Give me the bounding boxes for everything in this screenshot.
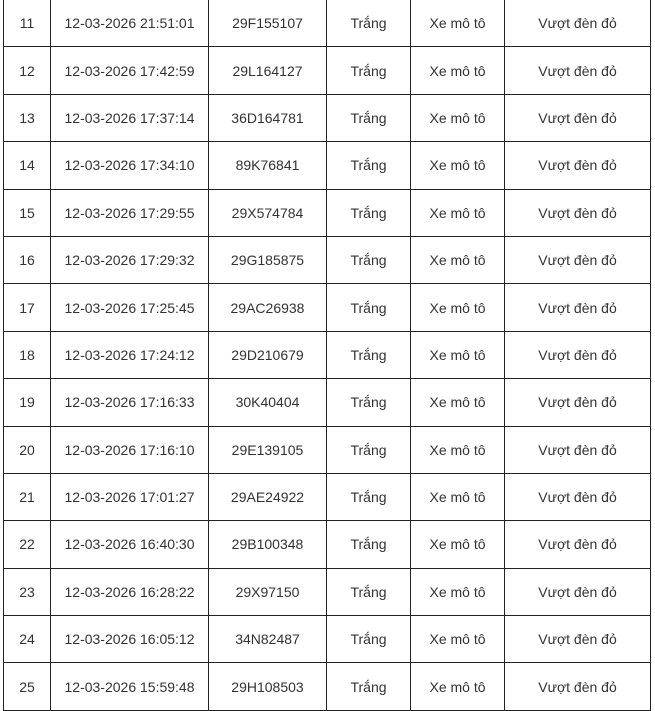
vehicle-type-cell: Xe mô tô (411, 426, 505, 473)
vehicle-type-cell: Xe mô tô (411, 284, 505, 331)
violation-type-cell: Vượt đèn đỏ (505, 473, 651, 520)
row-number-cell: 14 (4, 142, 51, 189)
license-plate-cell: 34N82487 (209, 616, 327, 663)
row-number-cell: 21 (4, 473, 51, 520)
plate-color-cell: Trắng (327, 568, 411, 615)
violation-time-cell: 12-03-2026 17:24:12 (51, 331, 209, 378)
license-plate-cell: 29D210679 (209, 331, 327, 378)
violation-time-cell: 12-03-2026 17:29:55 (51, 189, 209, 236)
violation-type-cell: Vượt đèn đỏ (505, 426, 651, 473)
row-number-cell: 16 (4, 236, 51, 283)
violation-time-cell: 12-03-2026 17:01:27 (51, 473, 209, 520)
violation-time-cell: 12-03-2026 17:42:59 (51, 47, 209, 94)
row-number-cell: 18 (4, 331, 51, 378)
row-number-cell: 23 (4, 568, 51, 615)
vehicle-type-cell: Xe mô tô (411, 94, 505, 141)
row-number-cell: 17 (4, 284, 51, 331)
violation-type-cell: Vượt đèn đỏ (505, 142, 651, 189)
license-plate-cell: 29L164127 (209, 47, 327, 94)
violation-time-cell: 12-03-2026 17:25:45 (51, 284, 209, 331)
plate-color-cell: Trắng (327, 47, 411, 94)
license-plate-cell: 29X97150 (209, 568, 327, 615)
plate-color-cell: Trắng (327, 284, 411, 331)
violation-type-cell: Vượt đèn đỏ (505, 189, 651, 236)
plate-color-cell: Trắng (327, 331, 411, 378)
violation-time-cell: 12-03-2026 15:59:48 (51, 663, 209, 710)
vehicle-type-cell: Xe mô tô (411, 568, 505, 615)
violation-time-cell: 12-03-2026 16:40:30 (51, 521, 209, 568)
violation-time-cell: 12-03-2026 16:05:12 (51, 616, 209, 663)
table-row (4, 0, 651, 47)
row-number-cell: 24 (4, 616, 51, 663)
violations-table (3, 0, 651, 711)
license-plate-cell: 89K76841 (209, 142, 327, 189)
license-plate-cell: 29F155107 (209, 0, 327, 47)
table-row (4, 142, 651, 189)
violation-time-cell: 12-03-2026 17:16:10 (51, 426, 209, 473)
plate-color-cell: Trắng (327, 0, 411, 47)
plate-color-cell: Trắng (327, 616, 411, 663)
plate-color-cell: Trắng (327, 663, 411, 710)
violation-time-cell: 12-03-2026 16:28:22 (51, 568, 209, 615)
vehicle-type-cell: Xe mô tô (411, 236, 505, 283)
license-plate-cell: 29H108503 (209, 663, 327, 710)
plate-color-cell: Trắng (327, 473, 411, 520)
table-row (4, 284, 651, 331)
license-plate-cell: 29X574784 (209, 189, 327, 236)
plate-color-cell: Trắng (327, 142, 411, 189)
violation-type-cell: Vượt đèn đỏ (505, 379, 651, 426)
vehicle-type-cell: Xe mô tô (411, 47, 505, 94)
violation-time-cell: 12-03-2026 17:34:10 (51, 142, 209, 189)
table-row (4, 189, 651, 236)
violation-type-cell: Vượt đèn đỏ (505, 331, 651, 378)
violation-time-cell: 12-03-2026 21:51:01 (51, 0, 209, 47)
violation-type-cell: Vượt đèn đỏ (505, 236, 651, 283)
license-plate-cell: 29AE24922 (209, 473, 327, 520)
violation-type-cell: Vượt đèn đỏ (505, 47, 651, 94)
vehicle-type-cell: Xe mô tô (411, 663, 505, 710)
vehicle-type-cell: Xe mô tô (411, 0, 505, 47)
vehicle-type-cell: Xe mô tô (411, 521, 505, 568)
violation-time-cell: 12-03-2026 17:16:33 (51, 379, 209, 426)
table-row (4, 379, 651, 426)
vehicle-type-cell: Xe mô tô (411, 189, 505, 236)
violation-time-cell: 12-03-2026 17:37:14 (51, 94, 209, 141)
license-plate-cell: 29B100348 (209, 521, 327, 568)
violation-type-cell: Vượt đèn đỏ (505, 284, 651, 331)
plate-color-cell: Trắng (327, 94, 411, 141)
license-plate-cell: 29G185875 (209, 236, 327, 283)
table-row (4, 616, 651, 663)
vehicle-type-cell: Xe mô tô (411, 616, 505, 663)
violation-type-cell: Vượt đèn đỏ (505, 94, 651, 141)
table-row (4, 331, 651, 378)
license-plate-cell: 29E139105 (209, 426, 327, 473)
table-row (4, 473, 651, 520)
violation-type-cell: Vượt đèn đỏ (505, 663, 651, 710)
violation-type-cell: Vượt đèn đỏ (505, 568, 651, 615)
row-number-cell: 12 (4, 47, 51, 94)
row-number-cell: 25 (4, 663, 51, 710)
row-number-cell: 13 (4, 94, 51, 141)
table-row (4, 521, 651, 568)
vehicle-type-cell: Xe mô tô (411, 473, 505, 520)
plate-color-cell: Trắng (327, 379, 411, 426)
plate-color-cell: Trắng (327, 189, 411, 236)
violation-type-cell: Vượt đèn đỏ (505, 0, 651, 47)
row-number-cell: 19 (4, 379, 51, 426)
vehicle-type-cell: Xe mô tô (411, 379, 505, 426)
table-row (4, 663, 651, 710)
row-number-cell: 15 (4, 189, 51, 236)
table-row (4, 426, 651, 473)
table-row (4, 94, 651, 141)
violation-type-cell: Vượt đèn đỏ (505, 521, 651, 568)
vehicle-type-cell: Xe mô tô (411, 142, 505, 189)
plate-color-cell: Trắng (327, 426, 411, 473)
row-number-cell: 20 (4, 426, 51, 473)
license-plate-cell: 29AC26938 (209, 284, 327, 331)
table-row (4, 236, 651, 283)
table-row (4, 568, 651, 615)
vehicle-type-cell: Xe mô tô (411, 331, 505, 378)
violations-table-body (4, 0, 651, 710)
plate-color-cell: Trắng (327, 236, 411, 283)
row-number-cell: 22 (4, 521, 51, 568)
violation-type-cell: Vượt đèn đỏ (505, 616, 651, 663)
plate-color-cell: Trắng (327, 521, 411, 568)
row-number-cell: 11 (4, 0, 51, 47)
license-plate-cell: 36D164781 (209, 94, 327, 141)
violation-time-cell: 12-03-2026 17:29:32 (51, 236, 209, 283)
table-row (4, 47, 651, 94)
license-plate-cell: 30K40404 (209, 379, 327, 426)
